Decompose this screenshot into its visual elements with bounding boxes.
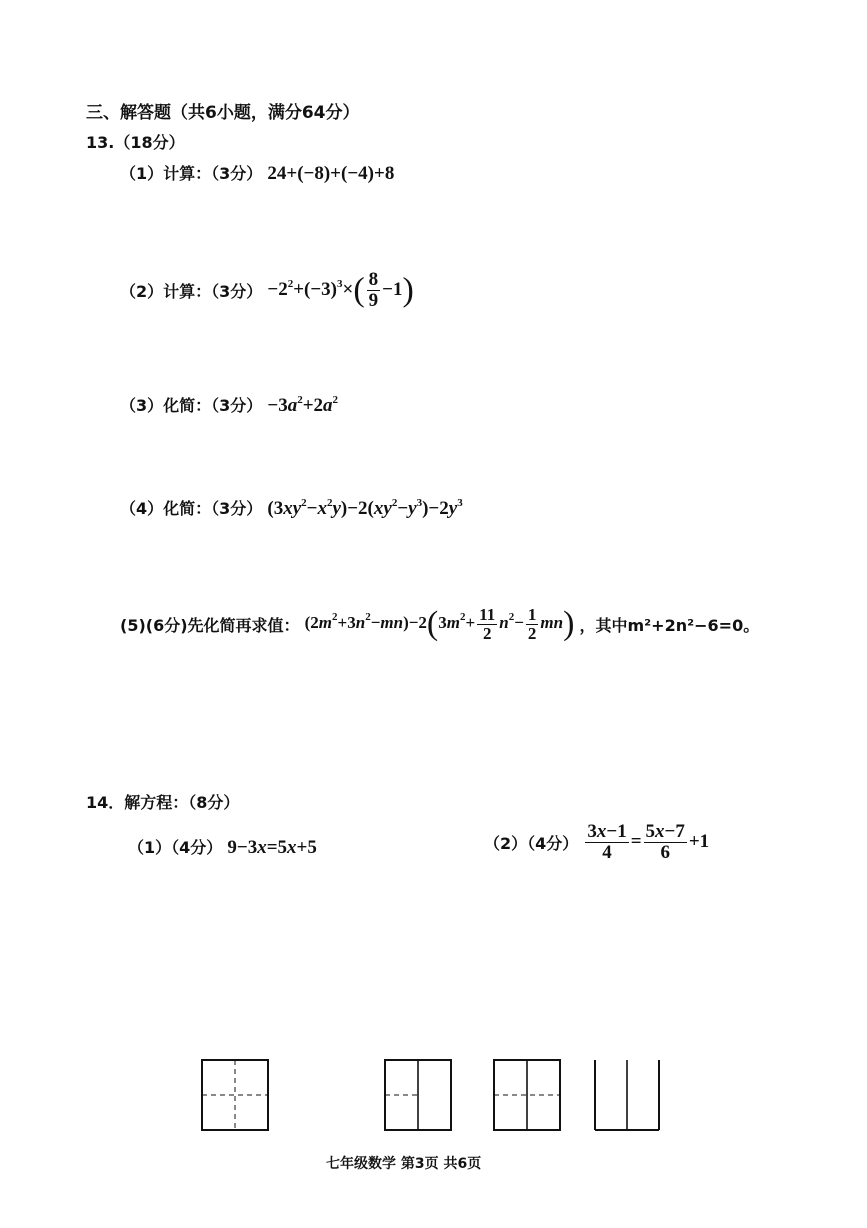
q13-part-5-label: (5)(6分)先化简再求值： bbox=[120, 615, 300, 635]
q14-part-2-expression: $\frac{3x-1}{4}$ = $\frac{5x-7}{6}$ +1 bbox=[587, 821, 710, 863]
q14-part-1-expression: 9−3x=5x+5 bbox=[227, 837, 317, 858]
q13-part-2-label: （2）计算：（3分） bbox=[120, 281, 263, 301]
q13-part-1-label: （1）计算：（3分） bbox=[120, 164, 263, 183]
q13-part-5-expression: $(2m^2+3n^2-mn)-2(3m^2+$ $\frac{11}{2}$ $n^2-$ $\frac{1}{2}$ mn) bbox=[304, 605, 575, 643]
q13-part-2-expression: $-2^2+(-3)^3\times$( $\frac{8}{9}$ −1) bbox=[267, 269, 414, 311]
q13-part-3 bbox=[120, 393, 338, 417]
q14-part-1-label: （1）（4分） bbox=[128, 838, 223, 857]
section-title: 三、解答题（共6小题，满分64分） bbox=[86, 103, 360, 123]
q13-part-1 bbox=[120, 161, 394, 185]
q13-part-3-expression: $-3a^2+2a^2$ bbox=[267, 394, 339, 416]
q14-part-1 bbox=[128, 835, 317, 859]
q13-part-4-label: （4）化简：（3分） bbox=[120, 499, 263, 518]
q14-part-2 bbox=[484, 822, 709, 863]
q13-part-5-condition: ，其中m²+2n²−6=0。 bbox=[579, 615, 760, 635]
q13-part-2 bbox=[120, 270, 414, 311]
q13-part-4-expression: $(3xy^2-x^2y)-2(xy^2-y^3)-2y^3$ bbox=[267, 497, 463, 519]
page-footer: 七年级数学 第3页 共6页 bbox=[326, 1156, 482, 1172]
q14-part-2-label: （2）（4分） bbox=[484, 833, 579, 853]
question-14-header: 14．解方程：（8分） bbox=[86, 793, 240, 812]
net-figure-1 bbox=[200, 1058, 272, 1133]
q13-part-1-expression: 24+(−8)+(−4)+8 bbox=[267, 163, 395, 184]
q13-part-5 bbox=[120, 606, 759, 643]
net-figure-4 bbox=[592, 1058, 664, 1133]
net-figure-3 bbox=[492, 1058, 564, 1133]
net-figure-2 bbox=[383, 1058, 455, 1133]
q13-part-3-label: （3）化简：（3分） bbox=[120, 396, 263, 415]
question-13-header: 13.（18分） bbox=[86, 133, 185, 152]
q13-part-4 bbox=[120, 496, 463, 520]
